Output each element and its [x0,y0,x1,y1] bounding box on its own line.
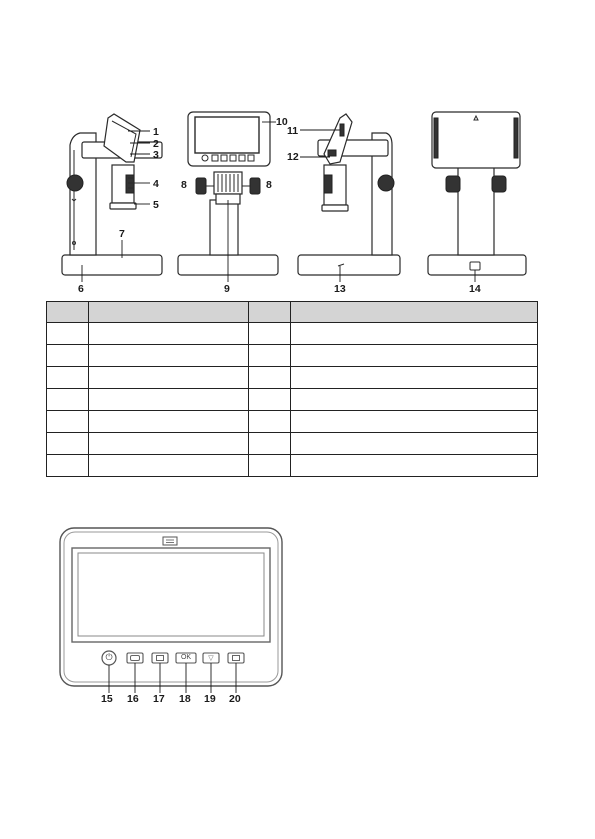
callout-9: 9 [224,283,230,295]
callout-20: 20 [229,693,241,705]
callout-7: 7 [119,228,125,240]
callout-17: 17 [153,693,165,705]
power-icon[interactable]: ⏻ [105,653,113,663]
callout-8-right: 8 [266,179,272,191]
callout-12: 12 [287,151,299,163]
callout-3: 3 [153,149,159,161]
callout-11: 11 [287,125,299,137]
ok-icon[interactable]: OK [180,654,192,661]
callout-19: 19 [204,693,216,705]
callout-6: 6 [78,283,84,295]
photo-icon[interactable] [130,655,140,661]
menu-icon[interactable] [232,655,240,661]
video-icon[interactable] [156,655,164,661]
callout-16: 16 [127,693,139,705]
callout-14: 14 [469,283,481,295]
callout-15: 15 [101,693,113,705]
callout-4: 4 [153,178,159,190]
callout-5: 5 [153,199,159,211]
callout-13: 13 [334,283,346,295]
callout-8-left: 8 [181,179,187,191]
callout-2: 2 [153,138,159,150]
callout-10: 10 [276,116,288,128]
down-icon[interactable]: ▽ [208,654,214,662]
callout-1: 1 [153,126,159,138]
callout-18: 18 [179,693,191,705]
